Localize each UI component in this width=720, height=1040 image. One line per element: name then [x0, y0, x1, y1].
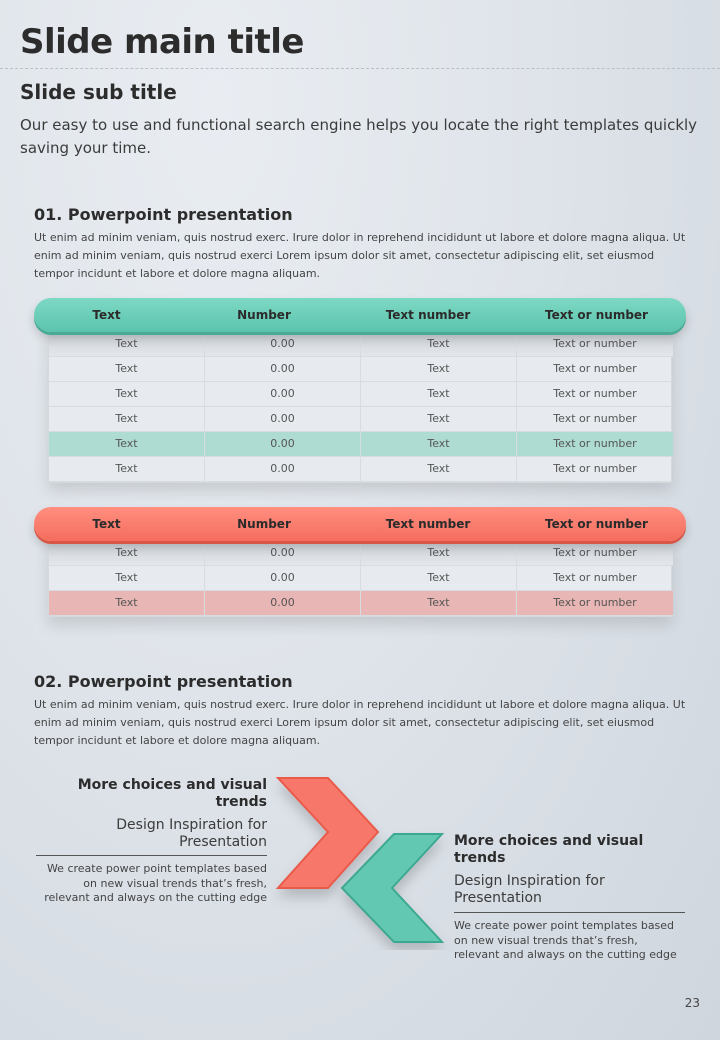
table-row [49, 407, 671, 432]
table-cell: 0.00 [205, 332, 361, 357]
table-cell: Text or number [517, 407, 673, 432]
left-caption-subtitle: Design Inspiration for Presentation [116, 817, 267, 850]
table-row-highlighted [49, 432, 671, 457]
column-header: Text [92, 308, 121, 322]
teal-table [34, 298, 686, 483]
table-cell: Text [361, 332, 517, 357]
page-subtitle: Slide sub title [20, 80, 177, 104]
table-cell: Text [49, 382, 205, 407]
left-caption-title: More choices and visual trends [77, 777, 267, 810]
right-caption-subtitle: Design Inspiration for Presentation [454, 873, 605, 906]
left-caption [36, 777, 267, 851]
column-header: Text [92, 517, 121, 531]
column-header: Text number [385, 308, 471, 322]
table-cell: Text [49, 457, 205, 482]
title-divider [0, 68, 720, 69]
intro-text: Our easy to use and functional search engine helps you locate the right templates quickly saving your time. [20, 116, 698, 157]
table-cell: Text or number [517, 541, 673, 566]
table-cell: Text or number [517, 591, 673, 616]
left-caption-desc: We create power point templates based on new visual trends that’s fresh, relevant and always on the cutting edge [44, 862, 267, 904]
table-cell: Text [361, 357, 517, 382]
section1-heading: 01. Powerpoint presentation [34, 205, 293, 224]
table-cell: 0.00 [205, 357, 361, 382]
section1-body: Ut enim ad minim veniam, quis nostrud exerc. Irure dolor in reprehend incididunt ut labore et dolore magna aliqua. Ut enim ad minim veniam, quis nostrud exerci Lorem ipsum dolor sit amet, consectetur adipiscing elit, set eiusmod tempor incidunt et labore et dolore magna aliquam. [34, 231, 686, 280]
right-caption-divider [454, 912, 685, 913]
table-cell: 0.00 [205, 407, 361, 432]
table-row [49, 382, 671, 407]
table-cell: Text [49, 357, 205, 382]
table-cell: Text [49, 432, 205, 457]
column-header: Number [237, 517, 291, 531]
teal-table-header [34, 298, 686, 332]
table-row [49, 566, 671, 591]
table-cell: Text [361, 566, 517, 591]
table-cell: Text [49, 566, 205, 591]
chevron-infographic [270, 770, 460, 950]
table-cell: Text or number [517, 566, 673, 591]
right-caption [454, 833, 685, 963]
table-row [49, 357, 671, 382]
table-cell: Text [49, 591, 205, 616]
table-cell: Text or number [517, 457, 673, 482]
column-header: Text or number [545, 308, 648, 322]
table-row [49, 332, 671, 357]
left-caption-divider [36, 855, 267, 856]
left-caption-lower [36, 855, 267, 906]
table-cell: Text [361, 432, 517, 457]
table-cell: 0.00 [205, 457, 361, 482]
table-cell: Text [361, 382, 517, 407]
column-header: Number [237, 308, 291, 322]
table-cell: Text [49, 541, 205, 566]
column-header: Text number [385, 517, 471, 531]
table-cell: Text [361, 591, 517, 616]
table-cell: 0.00 [205, 591, 361, 616]
table-cell: Text [361, 407, 517, 432]
table-cell: 0.00 [205, 541, 361, 566]
section2-body: Ut enim ad minim veniam, quis nostrud exerc. Irure dolor in reprehend incididunt ut labore et dolore magna aliqua. Ut enim ad minim veniam, quis nostrud exerci Lorem ipsum dolor sit amet, consectetur adipiscing elit, set eiusmod tempor incidunt et labore et dolore magna aliquam. [34, 698, 686, 747]
table-cell: Text [361, 457, 517, 482]
table-cell: Text or number [517, 357, 673, 382]
table-cell: Text or number [517, 382, 673, 407]
page-title: Slide main title [20, 22, 304, 62]
page-number: 23 [684, 996, 700, 1010]
table-row [49, 457, 671, 482]
table-row [49, 541, 671, 566]
coral-table-body [48, 535, 672, 617]
coral-table [34, 507, 686, 617]
table-cell: Text [361, 541, 517, 566]
right-caption-title: More choices and visual trends [454, 833, 644, 866]
table-cell: Text [49, 332, 205, 357]
coral-table-header [34, 507, 686, 541]
right-caption-desc: We create power point templates based on new visual trends that’s fresh, relevant and always on the cutting edge [454, 919, 677, 961]
teal-table-body [48, 326, 672, 483]
section2-heading: 02. Powerpoint presentation [34, 672, 293, 691]
table-cell: 0.00 [205, 566, 361, 591]
table-cell: 0.00 [205, 432, 361, 457]
table-row-highlighted [49, 591, 671, 616]
table-cell: 0.00 [205, 382, 361, 407]
column-header: Text or number [545, 517, 648, 531]
table-cell: Text or number [517, 432, 673, 457]
table-cell: Text or number [517, 332, 673, 357]
table-cell: Text [49, 407, 205, 432]
